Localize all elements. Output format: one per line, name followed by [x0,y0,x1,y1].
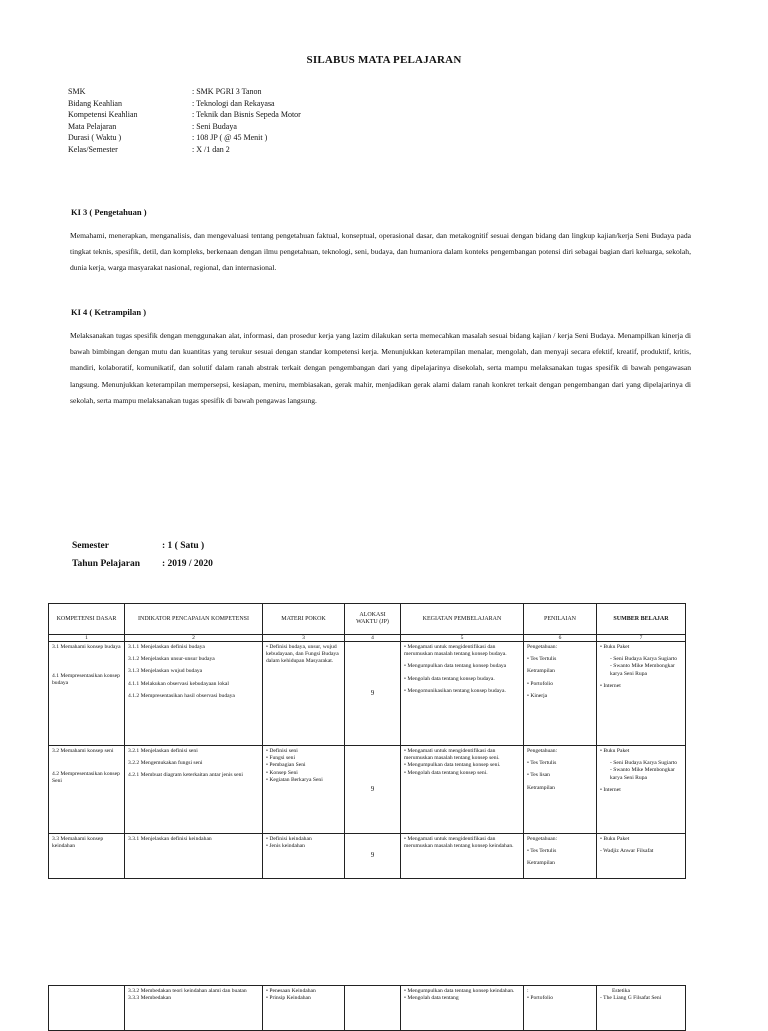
info-row-smk [68,86,301,98]
cell-kompetensi [49,834,125,879]
semester-label: Semester [72,541,109,551]
list-item: Estetika [612,988,631,994]
identity-block [68,86,301,156]
info-label: Bidang Keahlian [68,98,122,108]
list-item: Ketrampilan [527,784,555,791]
list-item: 3.2.1 Menjelaskan definisi seni [128,748,198,754]
list-item: • Buku Paket [600,644,630,650]
cell-kegiatan [401,834,524,879]
header-materi: MATERI POKOK [263,604,345,635]
ki4-heading: KI 4 ( Ketrampilan ) [71,307,147,317]
semester-value: : 1 ( Satu ) [162,541,205,551]
list-item: • Kegiatan Berkarya Seni [266,776,323,783]
cell-materi [263,746,345,834]
column-number: 6 [524,635,597,642]
list-item: 3.1.3 Menjelaskan wujud budaya [128,668,203,675]
table-row [49,746,686,834]
cell-alokasi: 9 [345,746,401,834]
list-item: • Mengumpulkan data tentang konsep seni. [404,762,501,769]
list-item: • Mengolah data tentang [404,995,459,1002]
list-item: • Definisi keindahan [266,836,312,842]
list-item: • Kinerja [527,692,548,699]
semester-block [72,537,213,573]
syllabus-table-continuation [48,985,686,1031]
cell-alokasi: 9 [345,834,401,879]
list-item: • Definisi budaya, unsur, wujud kebudayaan, dan Fungsi Budaya dalam kehidupan Masyarakat. [266,644,339,665]
list-item: 3.1.2 Menjelaskan unsur-unsur budaya [128,656,215,663]
list-item: • Mengamati untuk mengidentifikasi dan merumuskan masalah tentang konsep seni. [404,748,500,762]
list-item: Ketrampilan [527,860,555,867]
cell-kegiatan [401,746,524,834]
header-sumber: SUMBER BELAJAR [597,604,686,635]
list-item: 3.1.1 Menjelaskan definisi budaya [128,644,205,650]
header-penilaian: PENILAIAN [524,604,597,635]
info-label: Kompetensi Keahlian [68,110,138,120]
list-item: • Portofolio [527,680,554,687]
ki3-heading: KI 3 ( Pengetahuan ) [71,207,147,217]
list-item: Pengetahuan: [527,644,558,650]
cell-kegiatan [401,642,524,746]
cell-sumber [597,642,686,746]
header-indikator: INDIKATOR PENCAPAIAN KOMPETENSI [125,604,263,635]
list-item: • Portofolio [527,995,554,1002]
ki3-paragraph: Memahami, menerapkan, menganalisis, dan mengevaluasi tentang pengetahuan faktual, konseptual, operasional dasar, dan metakognitif sesuai dengan bidang dan lingkup kajian/kerja Seni Budaya pada tingkat teknis, spesifik, detil, dan kompleks, berkenaan dengan ilmu pengetahuan, teknologi, seni, budaya, dan humaniora dalam konteks pengembangan potensi diri sebagai bagian dari keluarga, sekolah, dunia kerja, warga masyarakat nasional, regional, dan internasional. [70,231,691,273]
header-alokasi: ALOKASI WAKTU (JP) [345,604,401,635]
list-item: • Mengomunikasikan tentang konsep budaya. [404,687,506,694]
syllabus-table [48,603,686,879]
list-item: • Internet [600,786,621,793]
list-item: 3.3.1 Menjelaskan definisi keindahan [128,836,212,842]
list-item: • Tes Tertulis [527,848,557,855]
info-label: Mata Pelajaran [68,121,117,131]
table-row [49,642,686,746]
table-row [49,834,686,879]
list-item: : [527,988,529,994]
table-header-row [49,604,686,635]
cell-penilaian [524,642,597,746]
list-item: • Tes lisan [527,772,550,779]
info-value: : Seni Budaya [192,121,237,131]
list-item: • Konsep Seni [266,769,298,776]
info-row-kelas [68,144,301,156]
list-item: - Seni Budaya Karya Sugiarto [610,760,678,767]
tahun-label: Tahun Pelajaran [72,559,141,569]
page-title: SILABUS MATA PELAJARAN [306,54,462,66]
list-item: • Mengamati untuk mengidentifikasi dan merumuskan masalah tentang konsep budaya. [404,644,507,658]
info-row-bidang [68,98,301,110]
info-value: : 108 JP ( @ 45 Menit ) [192,133,268,143]
list-item: 4.1.1 Melakukan observasi kebudayaan lokal [128,680,229,687]
column-number: 5 [401,635,524,642]
info-row-mapel [68,121,301,133]
list-item: 4.1.2 Mempresentasikan hasil observasi budaya [128,692,235,699]
header-kompetensi: KOMPETENSI DASAR [49,604,125,635]
column-number: 3 [263,635,345,642]
cell-kompetensi [49,642,125,746]
list-item: 4.1 Mempresentasikan konsep budaya [52,673,120,687]
column-number: 4 [345,635,401,642]
list-item: • Pembagian Seni [266,762,306,769]
column-number: 7 [597,635,686,642]
list-item: • Tes Tertulis [527,656,557,663]
cell-indikator [125,642,263,746]
cell-penilaian [524,746,597,834]
info-value: : SMK PGRI 3 Tanon [192,87,262,96]
list-item: 4.2 Mempresentasikan konsep Seni [52,771,120,785]
cell-materi [263,834,345,879]
list-item: • Buku Paket [600,748,630,754]
list-item: • Penesaan Keindahan [266,988,316,994]
info-row-kompetensi [68,109,301,121]
table-number-row [49,635,686,642]
list-item: Pengetahuan: [527,748,558,754]
info-row-durasi [68,132,301,144]
list-item: • Mengumpulkan data tentang konsep budaya [404,663,507,670]
cell-alokasi: 9 [345,642,401,746]
info-label: Durasi ( Waktu ) [68,133,122,143]
cell-penilaian [524,834,597,879]
cell-materi [263,642,345,746]
cell-sumber [597,834,686,879]
list-item: • Fungsi seni [266,755,295,762]
info-value: : X /1 dan 2 [192,144,230,154]
cell-indikator [125,746,263,834]
tahun-value: : 2019 / 2020 [162,559,213,569]
list-item: - Swanto Mike Membongkar karya Seni Rupa [610,663,675,677]
list-item: 3.2 Memahami konsep seni [52,748,114,754]
list-item: 3.1 Memahami konsep budaya [52,644,121,650]
list-item: • Tes Tertulis [527,760,557,767]
list-item: 4.2.1 Membuat diagram keterkaitan antar jenis seni [128,772,243,779]
cell-kompetensi [49,746,125,834]
header-kegiatan: KEGIATAN PEMBELAJARAN [401,604,524,635]
ki4-paragraph: Melaksanakan tugas spesifik dengan menggunakan alat, informasi, dan prosedur kerja yang lazim dilakukan serta memecahkan masalah sesuai bidang kajian / kerja Seni Budaya. Menampilkan kinerja di bawah bimbingan dengan mutu dan kuantitas yang terukur sesuai dengan standar kompetensi kerja. Menunjukkan keterampilan menalar, mengolah, dan menyaji secara efektif, kreatif, produktif, kritis, mandiri, kolaboratif, komunikatif, dan solutif dalam ranah abstrak terkait dengan pengembangan dari yang dipelajarinya disekolah, serta mampu melaksanakan tugas spesifik di bawah pengawasan langsung. Menunjukkan keterampilan mempersepsi, kesiapan, meniru, membiasakan, gerak mahir, menjadikan gerak alami dalam ranah konkret terkait dengan pengembangan dari yang dipelajarinya di sekolah, serta mampu melaksanakan tugas spesifik di bawah pengawas langsung. [70,331,691,405]
info-value: : Teknik dan Bisnis Sepeda Motor [192,110,301,120]
list-item: 3.3 Memahami konsep keindahan [52,836,104,850]
cell-indikator [125,834,263,879]
list-item: Ketrampilan [527,668,555,675]
list-item: • Mengamati untuk mengidentifikasi dan merumuskan masalah tentang konsep keindahan. [404,836,514,850]
list-item: • Mengolah data tentang konsep budaya. [404,675,495,682]
cell-sumber [597,746,686,834]
list-item: - Seni Budaya Karya Sugiarto [610,656,678,663]
list-item: 3.3.3 Membedakan [128,995,172,1002]
list-item: • Prinsip Keindahan [266,995,311,1002]
list-item: - Wadjiz Anwar Filsafat [600,848,654,855]
list-item: - The Liang G Filsafat Seni [600,995,662,1002]
column-number: 1 [49,635,125,642]
column-number: 2 [125,635,263,642]
list-item: • Internet [600,682,621,689]
info-label: Kelas/Semester [68,144,118,154]
list-item: 3.2.2 Mengemukakan fungsi seni [128,760,203,767]
list-item: • Mengumpulkan data tentang konsep keindahan. [404,988,515,994]
info-label: SMK [68,87,86,96]
list-item: Pengetahuan: [527,836,558,842]
list-item: • Jenis keindahan [266,843,305,850]
list-item: - Swanto Mike Membongkar karya Seni Rupa [610,767,675,781]
list-item: • Definisi seni [266,748,298,754]
info-value: : Teknologi dan Rekayasa [192,98,275,108]
list-item: • Buku Paket [600,836,630,842]
list-item: • Mengolah data tentang konsep seni. [404,769,488,776]
list-item: 3.3.2 Membedakan teori keindahan alami dan buatan [128,988,247,994]
